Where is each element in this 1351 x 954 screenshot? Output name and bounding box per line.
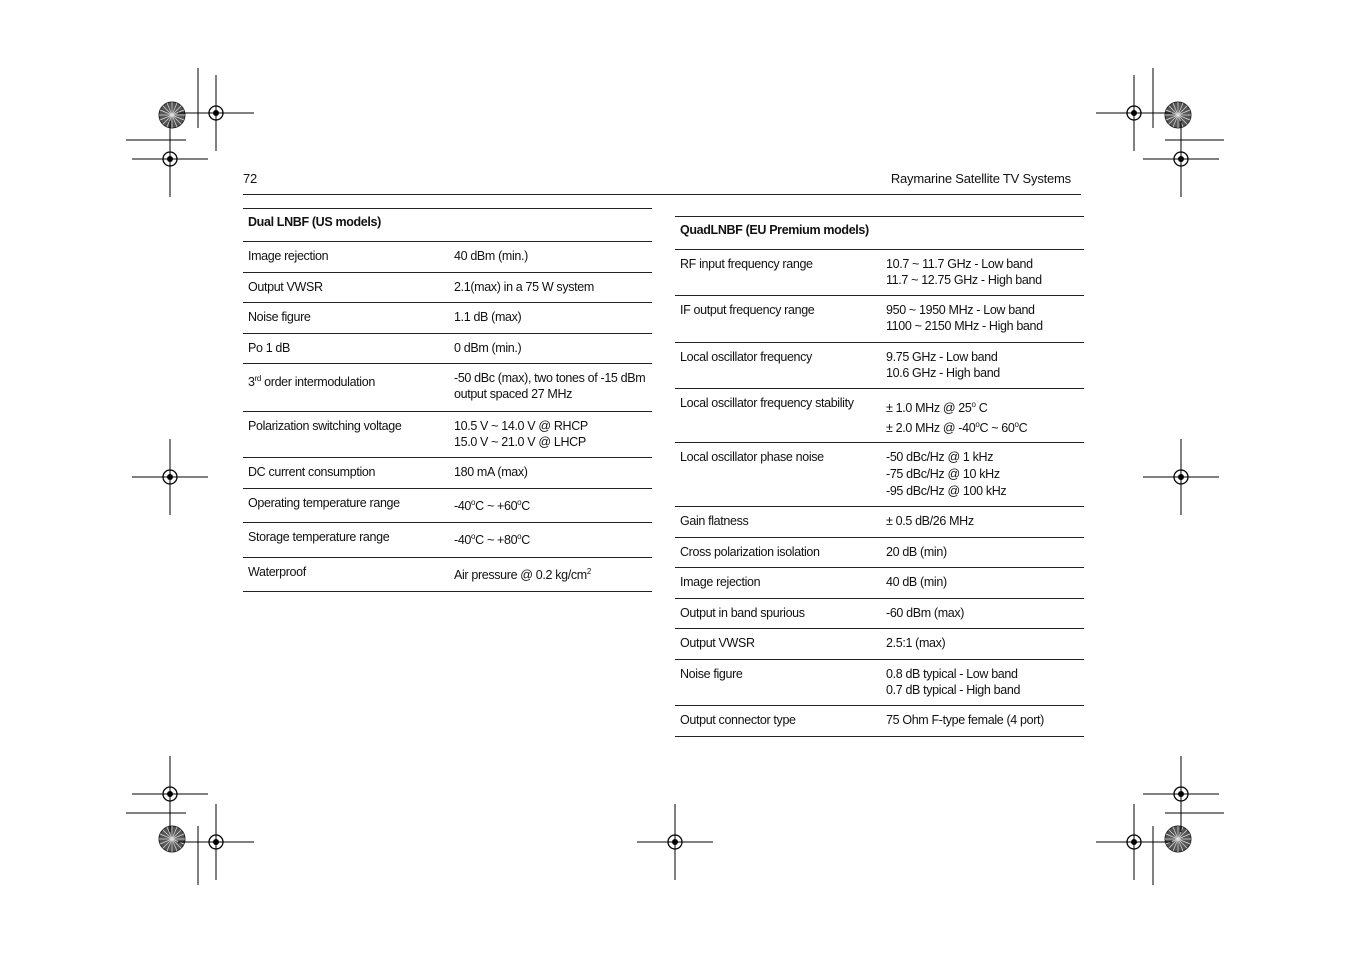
value-line: -95 dBc/Hz @ 100 kHz — [886, 484, 1007, 498]
dual-lnbf-table-title: Dual LNBF (US models) — [243, 208, 652, 242]
spec-value: 1.1 dB (max) — [454, 310, 522, 324]
value-line: -75 dBc/Hz @ 10 kHz — [886, 467, 1000, 481]
crosshair-mark — [1143, 121, 1219, 197]
spec-label: Image rejection — [248, 249, 329, 263]
spec-value: 75 Ohm F-type female (4 port) — [886, 713, 1044, 727]
starburst-mark — [1165, 826, 1191, 852]
spec-label: Polarization switching voltage — [248, 419, 402, 433]
spec-value: 40 dB (min) — [886, 575, 947, 589]
spec-label: Output VWSR — [680, 636, 755, 650]
spec-value: 2.1(max) in a 75 W system — [454, 280, 594, 294]
spec-value: 20 dB (min) — [886, 545, 947, 559]
value-line: ± 1.0 MHz @ 25$^o$ C — [886, 400, 988, 415]
spec-label: 3rd order intermodulation — [248, 374, 375, 389]
crosshair-mark — [178, 804, 254, 880]
spec-value: 2.5:1 (max) — [886, 636, 946, 650]
spec-value: ± 0.5 dB/26 MHz — [886, 514, 974, 528]
starburst-mark — [159, 102, 185, 128]
spec-label: Local oscillator frequency — [680, 350, 812, 364]
crosshair-mark — [178, 75, 254, 151]
crosshair-mark — [1096, 75, 1172, 151]
starburst-mark — [159, 826, 185, 852]
starburst-mark — [1165, 102, 1191, 128]
spec-label: Local oscillator phase noise — [680, 450, 824, 464]
spec-label: Waterproof — [248, 565, 306, 579]
value-line: 10.7 ~ 11.7 GHz - Low band — [886, 257, 1033, 271]
page-number: 72 — [243, 171, 258, 186]
spec-value: 40 dBm (min.) — [454, 249, 528, 263]
crosshair-mark — [132, 756, 208, 832]
spec-label: Gain flatness — [680, 514, 749, 528]
value-line: 0.8 dB typical - Low band — [886, 667, 1018, 681]
crosshair-mark — [637, 804, 713, 880]
spec-value: Air pressure @ 0.2 $kg/cm^2$ — [454, 567, 591, 582]
crosshair-mark — [132, 439, 208, 515]
value-line: 1100 ~ 2150 MHz - High band — [886, 319, 1043, 333]
spec-label: Output VWSR — [248, 280, 323, 294]
value-line: 9.75 GHz - Low band — [886, 350, 998, 364]
spec-label: Output in band spurious — [680, 606, 805, 620]
spec-label: Noise figure — [680, 667, 743, 681]
spec-label: Image rejection — [680, 575, 761, 589]
value-line: 0.7 dB typical - High band — [886, 683, 1021, 697]
spec-value: 0 dBm (min.) — [454, 341, 522, 355]
crosshair-mark — [132, 121, 208, 197]
spec-value: 180 mA (max) — [454, 465, 528, 479]
value-line: 10.6 GHz - High band — [886, 366, 1000, 380]
value-line: 11.7 ~ 12.75 GHz - High band — [886, 273, 1042, 287]
value-line: -50 dBc (max), two tones of -15 dBm — [454, 371, 646, 385]
crosshair-mark — [1143, 439, 1219, 515]
spec-label: RF input frequency range — [680, 257, 813, 271]
spec-label: Output connector type — [680, 713, 796, 727]
value-line: ± 2.0 MHz @ -40$^o$C ~ 60$^o$C — [886, 420, 1028, 435]
spec-value: -40$^o$C ~ $+60^oC$ — [454, 498, 530, 513]
value-line: 950 ~ 1950 MHz - Low band — [886, 303, 1035, 317]
value-line: 15.0 V ~ 21.0 V @ LHCP — [454, 435, 586, 449]
value-line: 10.5 V ~ 14.0 V @ RHCP — [454, 419, 588, 433]
crosshair-mark — [1096, 804, 1172, 880]
value-line: -50 dBc/Hz @ 1 kHz — [886, 450, 994, 464]
spec-value: -60 dBm (max) — [886, 606, 965, 620]
spec-label: DC current consumption — [248, 465, 376, 479]
quad-lnbf-table-title: QuadLNBF (EU Premium models) — [675, 216, 1084, 250]
spec-label: Noise figure — [248, 310, 311, 324]
spec-value: -40$^o$C ~ $+80^oC$ — [454, 532, 530, 547]
running-title: Raymarine Satellite TV Systems — [890, 171, 1071, 186]
spec-label: Local oscillator frequency stability — [680, 396, 854, 410]
spec-label: Po 1 dB — [248, 341, 291, 355]
trim-lines — [126, 68, 1224, 885]
crosshair-mark — [1143, 756, 1219, 832]
spec-label: IF output frequency range — [680, 303, 815, 317]
value-line: output spaced 27 MHz — [454, 387, 573, 401]
spec-label: Storage temperature range — [248, 530, 390, 544]
spec-label: Cross polarization isolation — [680, 545, 820, 559]
spec-label: Operating temperature range — [248, 496, 400, 510]
